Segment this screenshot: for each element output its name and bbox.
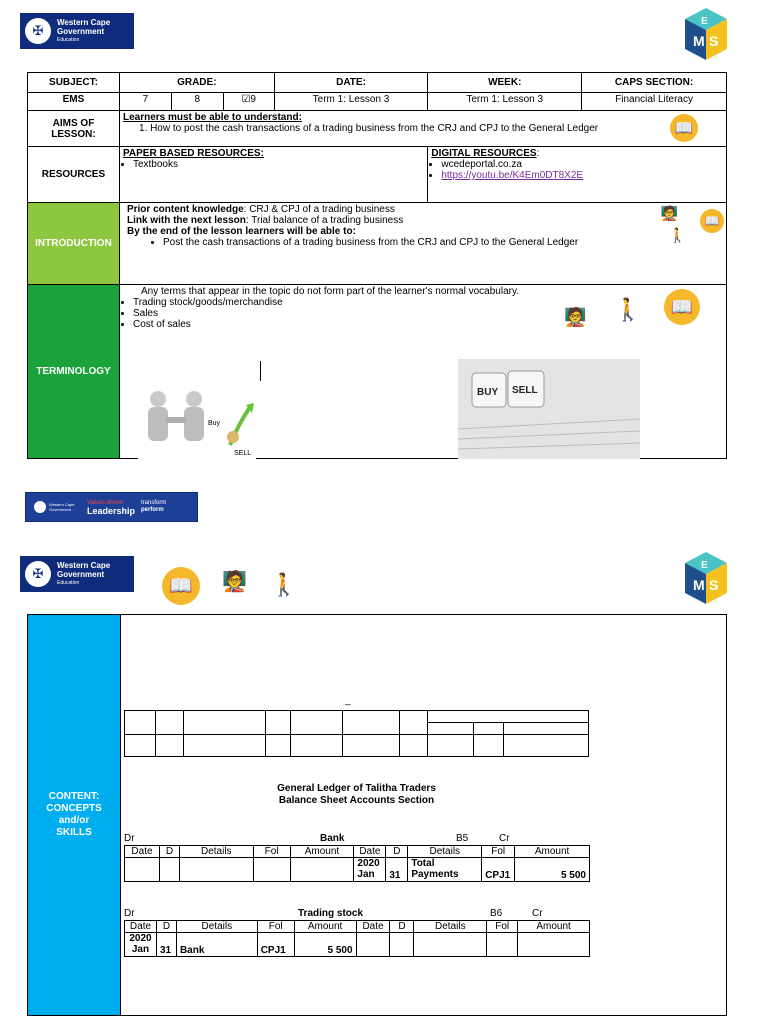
- terminology-label: TERMINOLOGY: [28, 285, 120, 459]
- digital-resources-cell: DIGITAL RESOURCES: • wcedeportal.co.za • https://youtu.be/K4Em0DT8X2E: [428, 147, 727, 203]
- trading-stock-ledger-table: Date D Details Fol Amount Date D Details Fol Amount 2020 Jan 31 Bank CPJ1 5 500: [124, 920, 590, 957]
- buy-sell-dice-image: [458, 359, 640, 459]
- ledger-title: General Ledger of Talitha Traders Balance Sheet Accounts Section: [277, 783, 436, 806]
- content-frame: CONTENT: CONCEPTS and/or SKILLS _ General Ledger of Talitha Traders Balance Sheet Accounts Section Dr Bank B5 Cr Date D Details Fol Amount Date D Details Fol Amount 2020 Jan 31 Total Payments CPJ1 5 500 Dr Trading stock B6 Cr Date D Details Fol Amount Date D Details Fol Amount 2020 Jan 31 Bank CPJ1 5 500: [27, 614, 727, 1016]
- wcg-logo: ✠ Western Cape Government Education: [20, 556, 134, 592]
- leadership-banner: Western Cape Government Values-driven Leadership transform perform: [25, 492, 198, 522]
- ems-cube-icon: [683, 6, 729, 62]
- paper-resources-heading: PAPER BASED RESOURCES:: [122, 148, 264, 159]
- svg-text:S: S: [709, 577, 719, 593]
- bank-account-heading: Dr Bank B5 Cr: [124, 833, 510, 844]
- crest-icon: [34, 501, 46, 513]
- terminology-intro: Any terms that appear in the topic do not form part of the learner's normal vocabulary.: [140, 286, 519, 297]
- svg-text:SELL: SELL: [511, 385, 538, 396]
- aims-heading: Learners must be able to understand:: [122, 112, 302, 123]
- grade-8: 8: [171, 93, 223, 111]
- crest-icon: ✠: [25, 18, 51, 44]
- wcg-logo: ✠ Western Cape Government Education: [20, 13, 134, 49]
- grade-7: 7: [119, 93, 171, 111]
- aims-item: 1. How to post the cash transactions of a trading business from the CRJ and CPJ to the General Ledger: [138, 123, 599, 134]
- date-value: Term 1: Lesson 3: [274, 93, 428, 111]
- subject-value: EMS: [28, 93, 120, 111]
- digital-resource-portal: • wcedeportal.co.za: [441, 159, 723, 170]
- aims-cell: [119, 111, 726, 147]
- lesson-plan-table: [27, 72, 727, 459]
- introduction-label: INTRODUCTION: [28, 203, 120, 285]
- caps-label: CAPS SECTION:: [582, 73, 727, 93]
- svg-text:M: M: [693, 577, 705, 593]
- digital-resources-heading: DIGITAL RESOURCES: [431, 148, 537, 159]
- parent-child-icon: 🚶: [270, 572, 298, 597]
- parent-child-icon: 🚶: [613, 297, 642, 322]
- date-label: DATE:: [274, 73, 428, 93]
- week-value: Term 1: Lesson 3: [428, 93, 582, 111]
- learner-reading-icon: 📖: [670, 114, 698, 142]
- introduction-item: • Post the cash transactions of a trading business from the CRJ and CPJ to the General Ledger: [163, 237, 723, 248]
- term-item: • Cost of sales: [133, 319, 723, 330]
- teacher-class-icon: 🧑‍🏫: [563, 307, 587, 327]
- learner-reading-icon: 📖: [162, 567, 200, 605]
- grade-label: GRADE:: [119, 73, 274, 93]
- subject-label: SUBJECT:: [28, 73, 120, 93]
- parent-child-icon: 🚶: [668, 227, 686, 243]
- introduction-cell: Prior content knowledge: CRJ & CPJ of a trading business Link with the next lesson: Trial balance of a trading business By the end of the lesson learners will be able to: • Post the cash transactions of a trading business from the CRJ and CPJ to the General Ledger 🧑‍🏫 🚶 📖: [119, 203, 726, 285]
- content-label: CONTENT: CONCEPTS and/or SKILLS: [28, 615, 121, 1015]
- svg-text:E: E: [701, 16, 708, 27]
- crest-icon: ✠: [25, 561, 51, 587]
- caps-value: Financial Literacy: [582, 93, 727, 111]
- svg-text:M: M: [693, 33, 705, 49]
- teacher-class-icon: 🧑‍🏫: [222, 571, 247, 593]
- learner-reading-icon: 📖: [700, 209, 724, 233]
- trading-stock-heading: Dr Trading stock B6 Cr: [124, 908, 543, 919]
- week-label: WEEK:: [428, 73, 582, 93]
- term-item: • Trading stock/goods/merchandise: [133, 297, 723, 308]
- svg-text:S: S: [709, 33, 719, 49]
- teacher-class-icon: 🧑‍🏫: [660, 205, 678, 221]
- learner-reading-icon: 📖: [664, 289, 700, 325]
- svg-text:BUY: BUY: [476, 387, 499, 398]
- bank-ledger-table: Date D Details Fol Amount Date D Details Fol Amount 2020 Jan 31 Total Payments CPJ1 5 500: [124, 845, 590, 882]
- resources-label: RESOURCES: [28, 147, 120, 203]
- svg-text:Buy: Buy: [207, 420, 221, 427]
- grade-9-checked: ☑9: [223, 93, 274, 111]
- paper-resource-item: • Textbooks: [133, 159, 424, 170]
- aims-label: AIMS OF LESSON:: [28, 111, 120, 147]
- youtube-link[interactable]: https://youtu.be/K4Em0DT8X2E: [441, 170, 584, 181]
- terminology-cell: [119, 285, 726, 459]
- svg-text:E: E: [701, 560, 708, 571]
- term-item: • Sales: [133, 308, 723, 319]
- ems-cube-icon: [683, 550, 729, 606]
- paper-resources-cell: [119, 147, 427, 203]
- text-cursor: [260, 361, 261, 381]
- blank-journal-table: [124, 710, 589, 757]
- handshake-image: [138, 385, 256, 459]
- svg-text:SELL: SELL: [233, 450, 252, 457]
